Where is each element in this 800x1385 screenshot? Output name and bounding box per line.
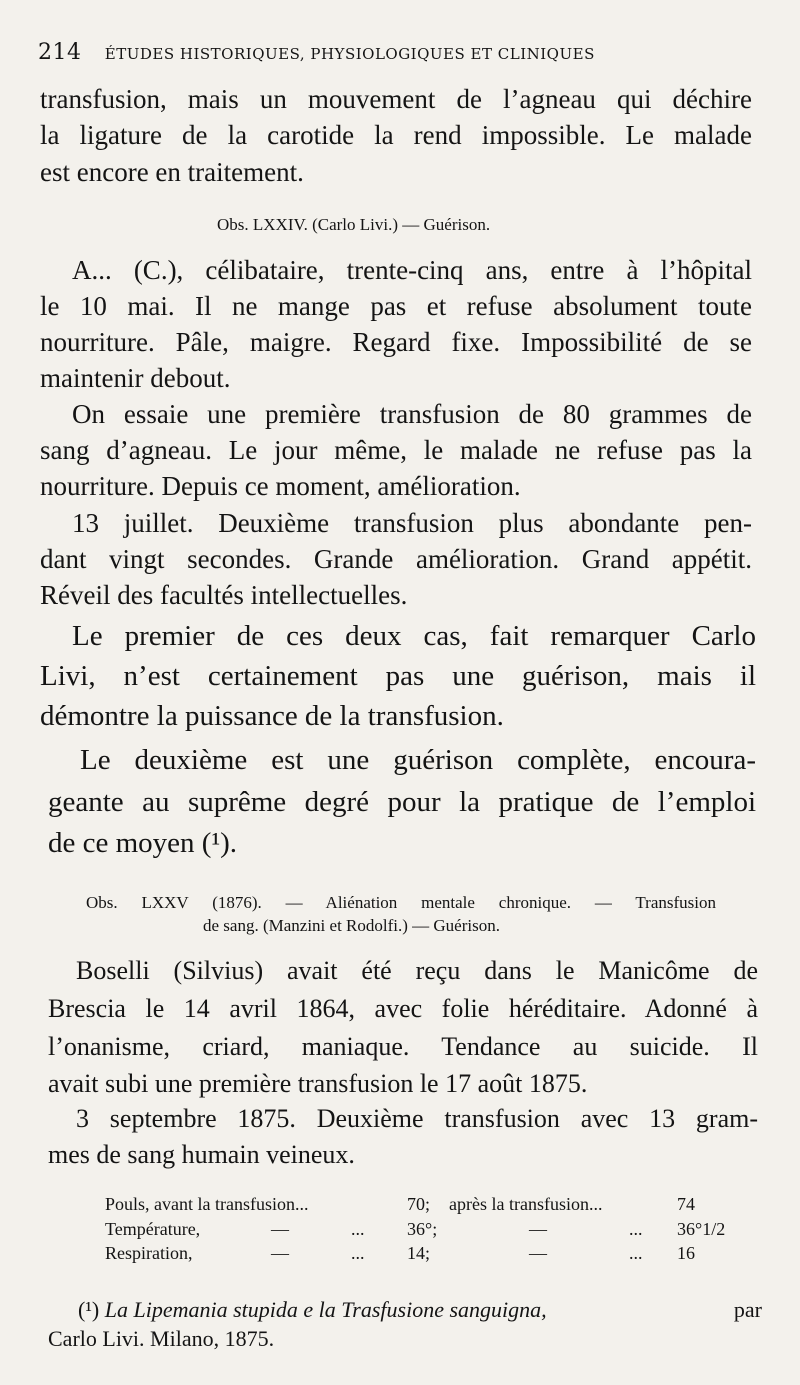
after-label: après la transfusion... xyxy=(449,1194,603,1214)
ditto-mark: — xyxy=(271,1219,289,1239)
measurement-label: Pouls, avant la transfusion... xyxy=(105,1194,309,1214)
footnote xyxy=(78,1297,762,1323)
footnote-continued: Carlo Livi. Milano, 1875. xyxy=(48,1326,275,1351)
text-line: la ligature de la carotide la rend impossible. Le malade xyxy=(40,120,752,150)
text-line: avait subi une première transfusion le 17 août 1875. xyxy=(48,1069,588,1098)
footnote-tail: par xyxy=(733,1297,762,1322)
observation-heading-continued: de sang. (Manzini et Rodolfi.) — Guérison. xyxy=(203,916,500,935)
text-line: nourriture. Depuis ce moment, amélioration. xyxy=(40,471,521,501)
leader-dots: ... xyxy=(629,1243,643,1263)
value-before: 36°; xyxy=(407,1219,438,1239)
ditto-mark: — xyxy=(529,1243,547,1263)
text-line: l’onanisme, criard, maniaque. Tendance au suicide. Il xyxy=(48,1032,758,1061)
text-line: A... (C.), célibataire, trente-cinq ans, entre à l’hôpital xyxy=(72,255,752,285)
value-before: 70; xyxy=(407,1194,431,1214)
text-line: Le premier de ces deux cas, fait remarquer Carlo xyxy=(72,620,756,652)
leader-dots: ... xyxy=(351,1243,365,1263)
text-line: maintenir debout. xyxy=(40,363,231,393)
running-title: ÉTUDES HISTORIQUES, PHYSIOLOGIQUES ET CLINIQUES xyxy=(104,45,595,63)
text-line: On essaie une première transfusion de 80 grammes de xyxy=(72,399,752,429)
footnote-title: La Lipemania stupida e la Trasfusione sanguigna, xyxy=(104,1297,547,1322)
text-line: de ce moyen (¹). xyxy=(48,827,238,859)
running-head xyxy=(38,40,758,65)
text-line: Livi, n’est certainement pas une guérison, mais il xyxy=(40,660,756,692)
text-line: nourriture. Pâle, maigre. Regard fixe. Impossibilité de se xyxy=(40,327,752,357)
text-line: 3 septembre 1875. Deuxième transfusion avec 13 gram- xyxy=(76,1104,758,1133)
text-line: transfusion, mais un mouvement de l’agneau qui déchire xyxy=(40,84,752,114)
ditto-mark: — xyxy=(529,1219,547,1239)
measurement-label: Température, xyxy=(105,1219,201,1239)
value-after: 16 xyxy=(677,1243,695,1263)
text-line: est encore en traitement. xyxy=(40,157,304,187)
measurement-label: Respiration, xyxy=(105,1243,193,1263)
text-line: Boselli (Silvius) avait été reçu dans le Manicôme de xyxy=(76,956,758,985)
text-line: mes de sang humain veineux. xyxy=(48,1140,355,1169)
leader-dots: ... xyxy=(351,1219,365,1239)
text-line: le 10 mai. Il ne mange pas et refuse absolument toute xyxy=(40,291,752,321)
observation-heading: Obs. LXXIV. (Carlo Livi.) — Guérison. xyxy=(217,215,491,234)
observation-heading: Obs. LXXV (1876). — Aliénation mentale chronique. — Transfusion xyxy=(86,893,716,912)
text-line: démontre la puissance de la transfusion. xyxy=(40,700,504,732)
footnote-marker: (¹) xyxy=(78,1297,100,1322)
page-number: 214 xyxy=(38,40,82,65)
text-line: Brescia le 14 avril 1864, avec folie héréditaire. Adonné à xyxy=(48,994,758,1023)
text-line: sang d’agneau. Le jour même, le malade ne refuse pas la xyxy=(40,435,752,465)
text-line: 13 juillet. Deuxième transfusion plus abondante pen- xyxy=(72,508,752,538)
value-after: 36°1/2 xyxy=(677,1219,726,1239)
text-line: dant vingt secondes. Grande amélioration. Grand appétit. xyxy=(40,544,752,574)
text-line: geante au suprême degré pour la pratique de l’emploi xyxy=(48,786,756,818)
ditto-mark: — xyxy=(271,1243,289,1263)
value-after: 74 xyxy=(677,1194,695,1214)
text-line: Réveil des facultés intellectuelles. xyxy=(40,580,408,610)
value-before: 14; xyxy=(407,1243,431,1263)
text-line: Le deuxième est une guérison complète, encoura- xyxy=(80,744,756,776)
leader-dots: ... xyxy=(629,1219,643,1239)
